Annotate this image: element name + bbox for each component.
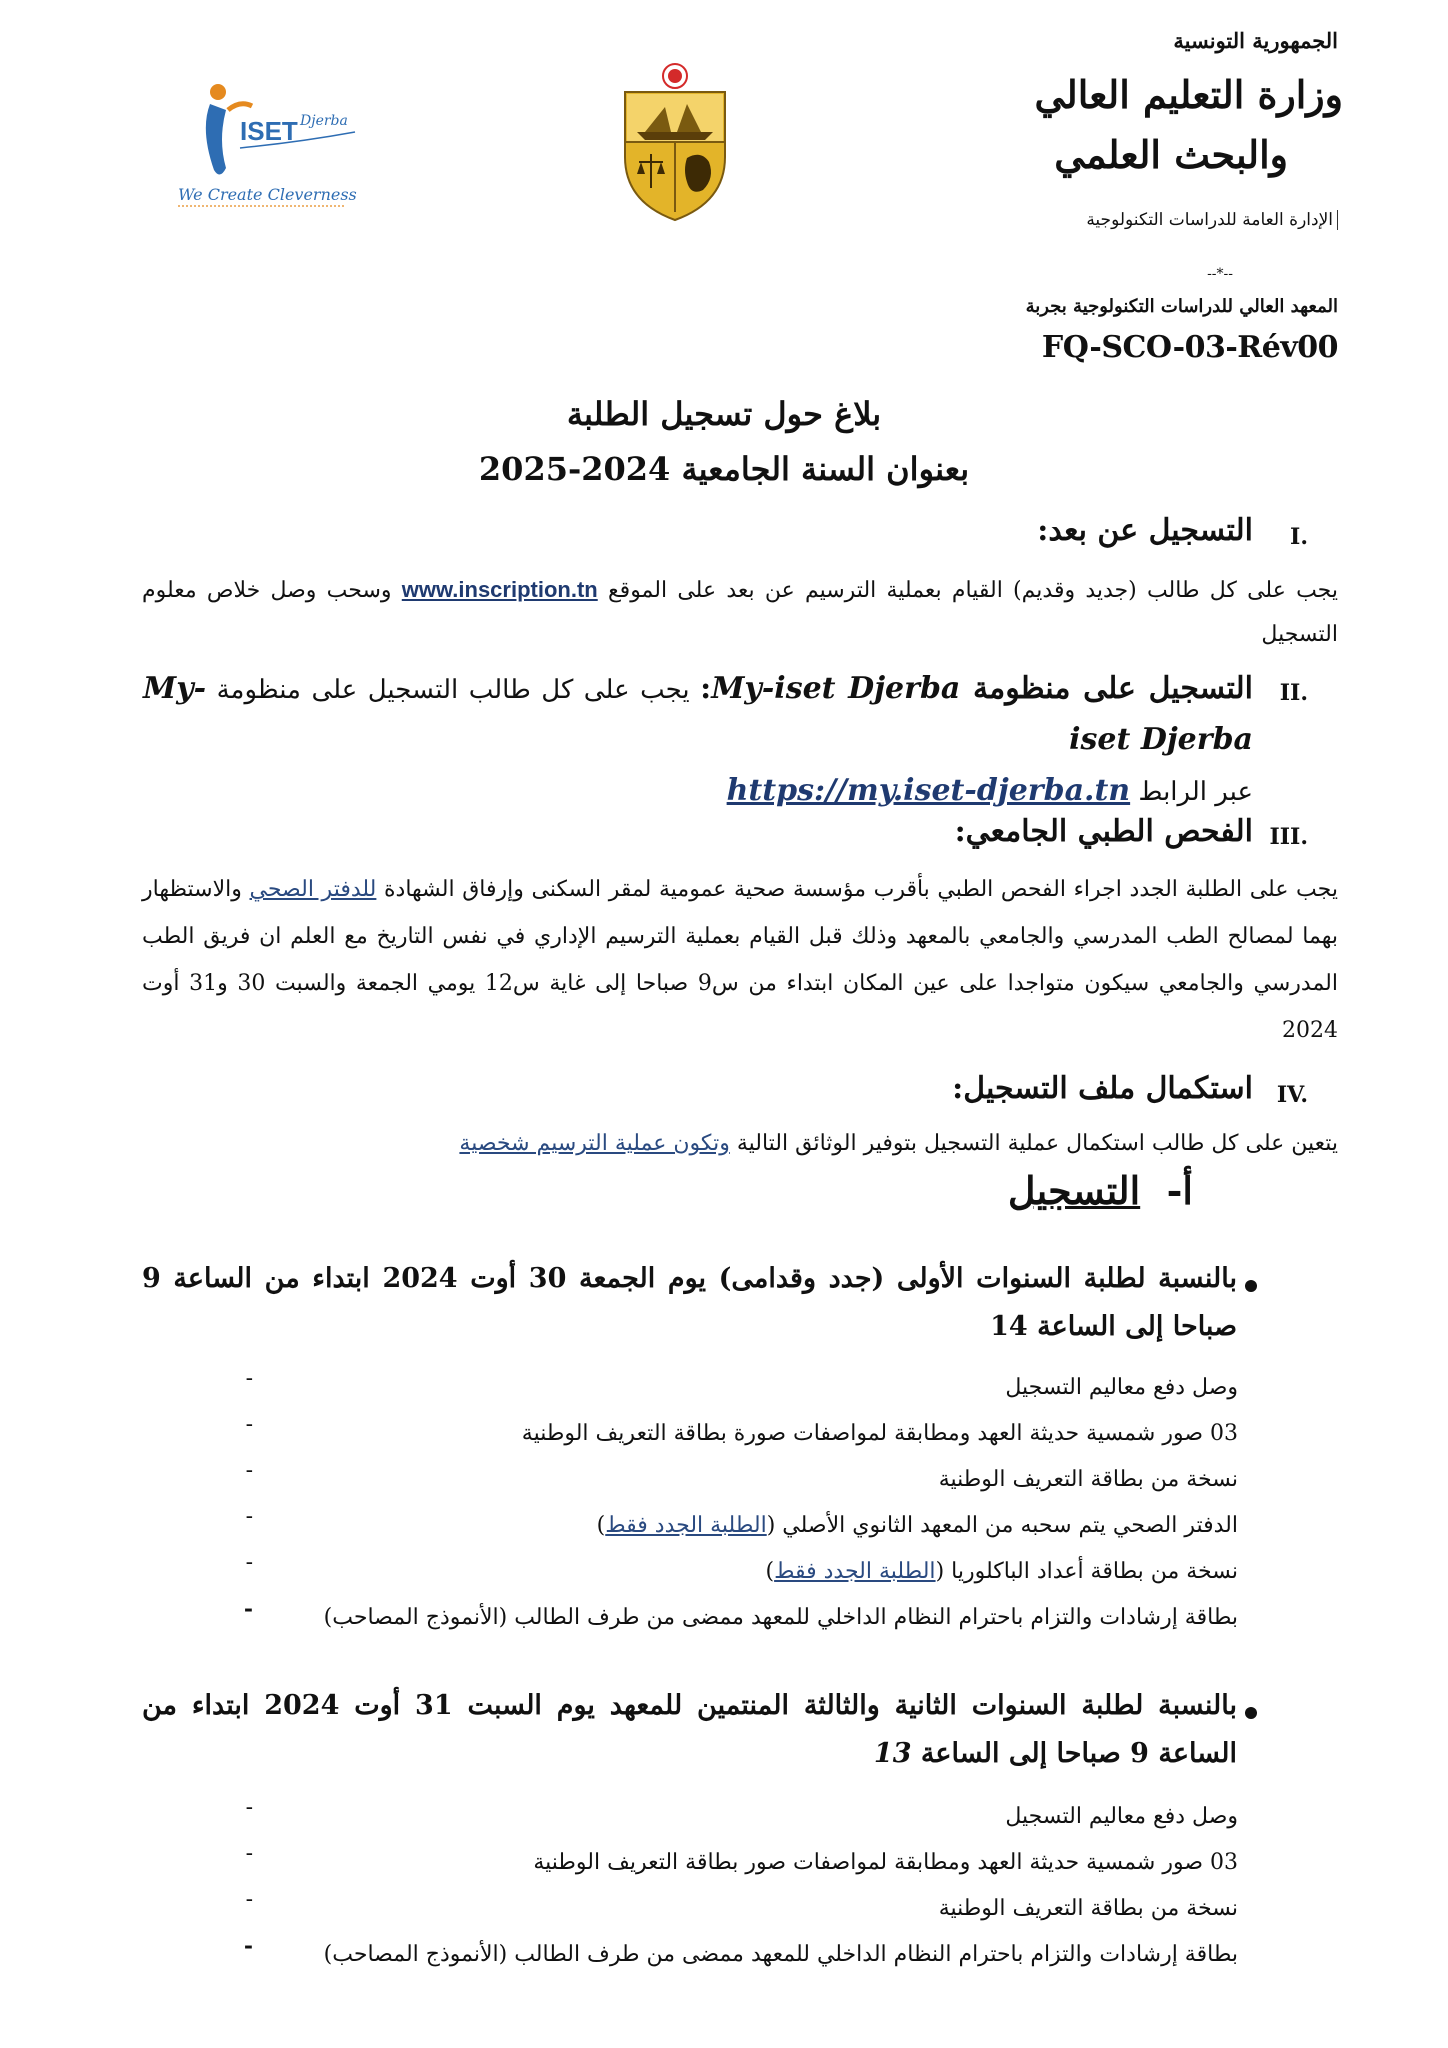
section-3-heading: الفحص الطبي الجامعي: bbox=[954, 814, 1253, 849]
section-4-heading: استكمال ملف التسجيل: bbox=[952, 1071, 1253, 1106]
list-item-text: نسخة من بطاقة التعريف الوطنية bbox=[938, 1467, 1238, 1492]
list-item-text: بطاقة إرشادات والتزام باحترام النظام الداخلي للمعهد ممضى من طرف الطالب (الأنموذج المصاحب) bbox=[323, 1942, 1238, 1967]
section-1-number: I. bbox=[1290, 524, 1308, 550]
group-2-list bbox=[138, 1795, 1238, 1977]
list-item-text: الدفتر الصحي يتم سحبه من المعهد الثانوي الأصلي ( bbox=[766, 1513, 1238, 1538]
list-item bbox=[138, 1366, 1238, 1410]
list-item-note: الطلبة الجدد فقط bbox=[774, 1559, 936, 1584]
list-item bbox=[138, 1458, 1238, 1502]
tunisia-coat-of-arms-icon bbox=[615, 62, 735, 222]
section-1-text-before: يجب على كل طالب (جديد وقديم) القيام بعملية الترسيم عن بعد على الموقع bbox=[597, 578, 1338, 603]
list-item bbox=[138, 1550, 1238, 1594]
subsection-a-title: التسجيل bbox=[1007, 1168, 1141, 1213]
group-2-heading-hour: 13 bbox=[873, 1738, 912, 1769]
list-item-note: الطلبة الجدد فقط bbox=[605, 1513, 767, 1538]
list-item-text: 03 صور شمسية حديثة العهد ومطابقة لمواصفات صورة بطاقة التعريف الوطنية bbox=[521, 1421, 1238, 1446]
header-direction: الإدارة العامة للدراسات التكنولوجية bbox=[1086, 210, 1338, 230]
list-item bbox=[138, 1795, 1238, 1839]
section-2-text bbox=[143, 664, 1253, 817]
section-2-body-system: My-iset Djerba bbox=[143, 671, 1253, 757]
list-item-text: نسخة من بطاقة أعداد الباكلوريا ( bbox=[935, 1559, 1238, 1584]
header-country: الجمهورية التونسية bbox=[1173, 28, 1338, 53]
group-2-heading-text: بالنسبة لطلبة السنوات الثانية والثالثة المنتمين للمعهد يوم السبت 31 أوت 2024 ابتداء من الساعة 9 صباحا إلى الساعة bbox=[142, 1690, 1237, 1769]
section-3-text-part1: يجب على الطلبة الجدد اجراء الفحص الطبي بأقرب مؤسسة صحية عمومية لمقر السكنى وإرفاق الشهادة bbox=[376, 877, 1338, 902]
dash-icon: - bbox=[245, 1795, 253, 1820]
my-iset-link[interactable]: https://my.iset-djerba.tn bbox=[726, 773, 1131, 808]
section-4-text-part1: يتعين على كل طالب استكمال عملية التسجيل بتوفير الوثائق التالية bbox=[729, 1131, 1338, 1156]
bullet-icon bbox=[1245, 1707, 1257, 1719]
section-2-number: II. bbox=[1279, 680, 1308, 706]
section-2-heading-system: My-iset Djerba bbox=[711, 671, 961, 706]
section-3-text bbox=[142, 866, 1338, 1054]
logo-text-djerba: Djerba bbox=[300, 113, 348, 129]
list-item bbox=[138, 1933, 1238, 1977]
dash-icon: - bbox=[245, 1550, 253, 1575]
dash-icon: - bbox=[245, 1366, 253, 1391]
dash-icon: - bbox=[245, 1841, 253, 1866]
dash-icon: - bbox=[245, 1458, 253, 1483]
subsection-a-heading bbox=[1008, 1168, 1193, 1213]
list-item-text: بطاقة إرشادات والتزام باحترام النظام الداخلي للمعهد ممضى من طرف الطالب (الأنموذج المصاحب) bbox=[323, 1605, 1238, 1630]
group-1-heading: بالنسبة لطلبة السنوات الأولى (جدد وقدامى) يوم الجمعة 30 أوت 2024 ابتداء من الساعة 9 صباحا إلى الساعة 14 bbox=[142, 1263, 1237, 1342]
dash-icon: - bbox=[245, 1887, 253, 1912]
inscription-link[interactable]: www.inscription.tn bbox=[401, 577, 598, 602]
dash-icon: - bbox=[245, 1504, 253, 1529]
list-item-close: ) bbox=[596, 1513, 606, 1538]
subsection-a-label: أ- bbox=[1166, 1168, 1193, 1213]
list-item-text: 03 صور شمسية حديثة العهد ومطابقة لمواصفات صور بطاقة التعريف الوطنية bbox=[533, 1850, 1238, 1875]
list-item bbox=[138, 1841, 1238, 1885]
header-institute: المعهد العالي للدراسات التكنولوجية بجربة bbox=[1025, 296, 1338, 317]
section-1-heading: التسجيل عن بعد: bbox=[1037, 513, 1253, 548]
section-1-text bbox=[142, 568, 1338, 657]
document-subtitle: بعنوان السنة الجامعية 2024-2025 bbox=[478, 450, 970, 488]
bullet-icon bbox=[1245, 1280, 1257, 1292]
dash-icon: - bbox=[243, 1933, 253, 1959]
group-1-list bbox=[138, 1366, 1238, 1640]
section-4-highlight: وتكون عملية الترسيم شخصية bbox=[459, 1131, 730, 1156]
section-2-heading-prefix: التسجيل على منظومة bbox=[960, 671, 1254, 706]
header-ministry-line2: والبحث العلمي bbox=[1054, 132, 1288, 177]
document-title: بلاغ حول تسجيل الطلبة bbox=[566, 395, 882, 433]
list-item-text: وصل دفع معاليم التسجيل bbox=[1005, 1804, 1238, 1829]
logo-text-iset: ISET bbox=[240, 116, 298, 146]
form-code: FQ-SCO-03-Rév00 bbox=[1041, 330, 1338, 365]
dash-icon: - bbox=[243, 1596, 253, 1622]
section-3-number: III. bbox=[1269, 824, 1308, 850]
section-4-number: IV. bbox=[1276, 1082, 1308, 1108]
list-item bbox=[138, 1504, 1238, 1548]
list-item-close: ) bbox=[765, 1559, 775, 1584]
iset-djerba-logo bbox=[170, 70, 370, 220]
list-item bbox=[138, 1596, 1238, 1640]
list-item-text: نسخة من بطاقة التعريف الوطنية bbox=[938, 1896, 1238, 1921]
header-ministry-line1: وزارة التعليم العالي bbox=[1034, 72, 1343, 117]
section-1-text-after: وسحب وصل خلاص معلوم التسجيل bbox=[142, 578, 1338, 647]
dash-icon: - bbox=[245, 1412, 253, 1437]
logo-slogan: We Create Cleverness bbox=[178, 185, 357, 204]
list-item bbox=[138, 1412, 1238, 1456]
section-2-heading-colon: : bbox=[700, 671, 712, 706]
section-2-via: عبر الرابط bbox=[1130, 777, 1253, 807]
header-separator: --*-- bbox=[1207, 266, 1233, 282]
section-4-text bbox=[142, 1122, 1338, 1166]
list-item-text: وصل دفع معاليم التسجيل bbox=[1005, 1375, 1238, 1400]
group-2-heading bbox=[142, 1682, 1237, 1778]
list-item bbox=[138, 1887, 1238, 1931]
section-3-highlight: للدفتر الصحي bbox=[249, 877, 377, 902]
section-2-body: يجب على كل طالب التسجيل على منظومة bbox=[206, 675, 701, 705]
section-3-text-part2: والاستظهار بهما لمصالح الطب المدرسي والجامعي بالمعهد وذلك قبل القيام بعملية الترسيم الإداري في نفس التاريخ مع العلم ان فريق الطب المدرسي والجامعي سيكون متواجدا على عين المكان ابتداء من س9 صباحا إلى غاية س12 يومي الجمعة والسبت 30 و31 أوت 2024 bbox=[142, 877, 1338, 1043]
